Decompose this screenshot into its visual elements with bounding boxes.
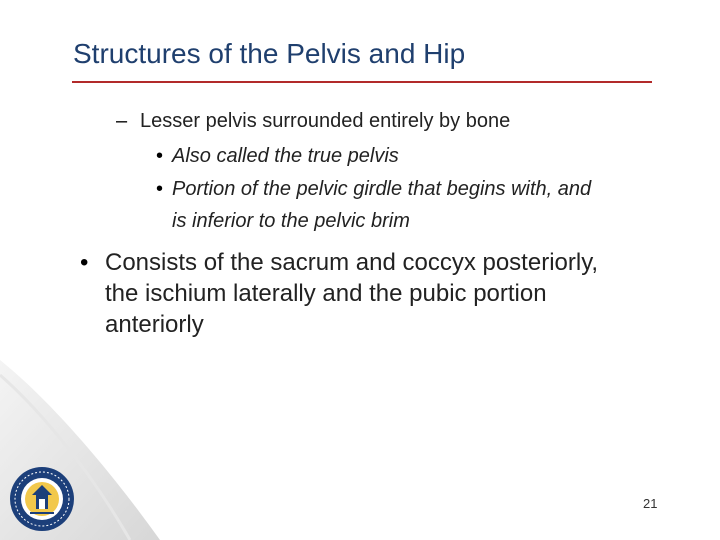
sub-sub-item-text: Also called the true pelvis	[172, 145, 399, 167]
sub-sub-item-text: Portion of the pelvic girdle that begins with, and	[172, 178, 592, 200]
bullet-text-continued: the ischium laterally and the pubic portion	[105, 280, 547, 307]
dash-marker: –	[116, 110, 128, 132]
sub-item-text: Lesser pelvis surrounded entirely by bone	[140, 110, 511, 132]
institution-seal-logo	[8, 465, 76, 533]
bullet-marker: •	[80, 249, 89, 276]
bullet-text: Consists of the sacrum and coccyx posteriorly,	[105, 249, 599, 276]
slide-title: Structures of the Pelvis and Hip	[73, 38, 466, 69]
sub-sub-bullet-marker: •	[156, 145, 164, 167]
sub-sub-bullet-marker: •	[156, 178, 164, 200]
bullet-text-continued: anteriorly	[105, 311, 204, 338]
sub-sub-item-text-continued: is inferior to the pelvic brim	[172, 210, 410, 232]
page-number: 21	[643, 496, 658, 511]
